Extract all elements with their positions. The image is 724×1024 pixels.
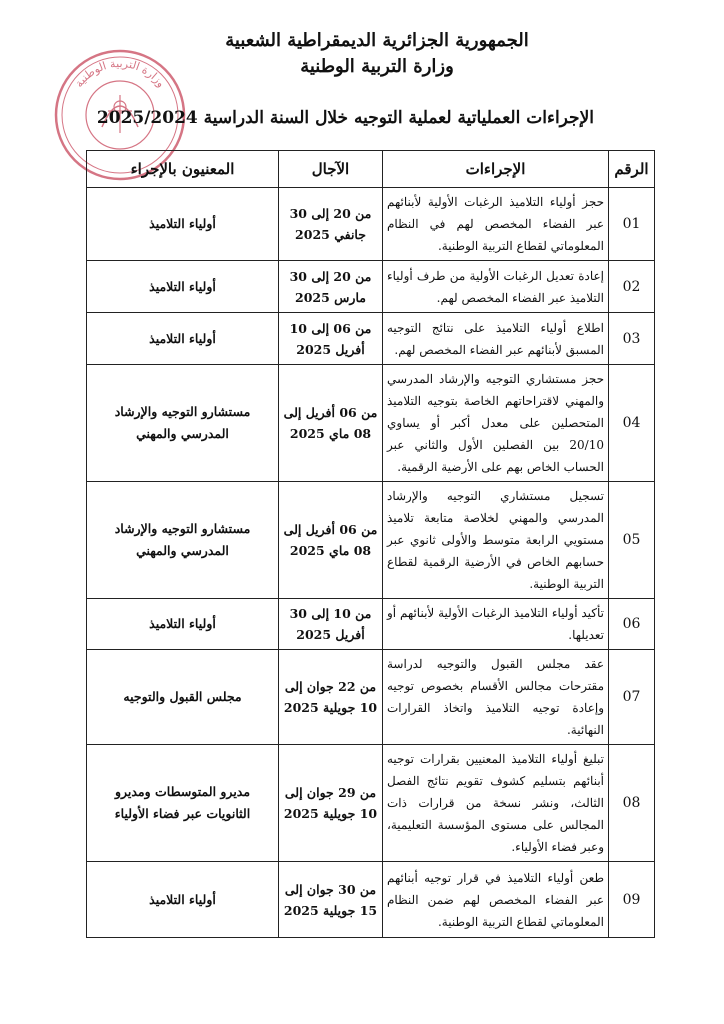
row-number: 07	[609, 650, 655, 745]
row-concerned: أولياء التلاميذ	[87, 313, 279, 365]
header-number: الرقم	[609, 151, 655, 188]
row-number: 04	[609, 365, 655, 482]
row-deadline: من 10 إلى 30 أفريل 2025	[279, 599, 383, 650]
row-procedure: حجز مستشاري التوجيه والإرشاد المدرسي والمهني لاقتراحاتهم الخاصة بتوجيه التلاميذ المتحصلين على معدل أكبر أو يساوي 20/10 بين الفصلين الأول والثاني عبر الحساب الخاص بهم على الأرضية الرقمية.	[383, 365, 609, 482]
table-row	[87, 745, 655, 862]
row-number: 06	[609, 599, 655, 650]
republic-name: الجمهورية الجزائرية الديمقراطية الشعبية	[225, 30, 529, 51]
row-procedure: تبليغ أولياء التلاميذ المعنيين بقرارات توجيه أبنائهم بتسليم كشوف تقويم نتائج الفصل الثالث، ونشر نسخة من قرارات ذات المجالس على مستوى المؤسسة التعليمية، وعبر فضاء الأولياء.	[383, 745, 609, 862]
row-number: 01	[609, 188, 655, 261]
row-concerned: مديرو المتوسطات ومديرو الثانويات عبر فضاء الأولياء	[87, 745, 279, 862]
row-deadline: من 20 إلى 30 جانفي 2025	[279, 188, 383, 261]
table-row	[87, 261, 655, 313]
row-concerned: مستشارو التوجيه والإرشاد المدرسي والمهني	[87, 482, 279, 599]
row-deadline: من 06 إلى 10 أفريل 2025	[279, 313, 383, 365]
row-procedure: طعن أولياء التلاميذ في قرار توجيه أبنائهم عبر الفضاء المخصص لهم ضمن النظام المعلوماتي لقطاع التربية الوطنية.	[383, 862, 609, 938]
row-number: 08	[609, 745, 655, 862]
row-deadline: من 06 أفريل إلى 08 ماي 2025	[279, 365, 383, 482]
row-number: 09	[609, 862, 655, 938]
row-procedure: عقد مجلس القبول والتوجيه لدراسة مقترحات مجالس الأقسام بخصوص توجيه وإعادة توجيه التلاميذ واتخاذ القرارات النهائية.	[383, 650, 609, 745]
row-deadline: من 06 أفريل إلى 08 ماي 2025	[279, 482, 383, 599]
row-number: 02	[609, 261, 655, 313]
row-concerned: أولياء التلاميذ	[87, 188, 279, 261]
row-procedure: اطلاع أولياء التلاميذ على نتائج التوجيه المسبق لأبنائهم عبر الفضاء المخصص لهم.	[383, 313, 609, 365]
table-header-row	[87, 151, 655, 188]
row-concerned: أولياء التلاميذ	[87, 599, 279, 650]
row-deadline: من 29 جوان إلى 10 جويلية 2025	[279, 745, 383, 862]
document-title: الإجراءات العملياتية لعملية التوجيه خلال السنة الدراسية 2025/2024	[96, 108, 594, 128]
row-concerned: أولياء التلاميذ	[87, 862, 279, 938]
table-row	[87, 365, 655, 482]
row-procedure: تسجيل مستشاري التوجيه والإرشاد المدرسي والمهني لخلاصة متابعة تلاميذ مستويي الرابعة متوسط والأولى ثانوي عبر حسابهم الخاص في الأرضية الرقمية لقطاع التربية الوطنية.	[383, 482, 609, 599]
row-concerned: مستشارو التوجيه والإرشاد المدرسي والمهني	[87, 365, 279, 482]
procedures-table	[86, 150, 655, 938]
table-row	[87, 313, 655, 365]
row-procedure: إعادة تعديل الرغبات الأولية من طرف أولياء التلاميذ عبر الفضاء المخصص لهم.	[383, 261, 609, 313]
header-concerned: المعنيون بالإجراء	[87, 151, 279, 188]
row-deadline: من 22 جوان إلى 10 جويلية 2025	[279, 650, 383, 745]
row-deadline: من 30 جوان إلى 15 جويلية 2025	[279, 862, 383, 938]
row-number: 05	[609, 482, 655, 599]
table-row	[87, 650, 655, 745]
table-row	[87, 188, 655, 261]
table-row	[87, 482, 655, 599]
row-concerned: أولياء التلاميذ	[87, 261, 279, 313]
stamp-text: وزارة التربية الوطنية	[72, 56, 168, 90]
row-procedure: تأكيد أولياء التلاميذ الرغبات الأولية لأبنائهم أو تعديلها.	[383, 599, 609, 650]
table-row	[87, 599, 655, 650]
table-row	[87, 862, 655, 938]
row-concerned: مجلس القبول والتوجيه	[87, 650, 279, 745]
row-number: 03	[609, 313, 655, 365]
row-procedure: حجز أولياء التلاميذ الرغبات الأولية لأبنائهم عبر الفضاء المخصص لهم في النظام المعلوماتي لقطاع التربية الوطنية.	[383, 188, 609, 261]
row-deadline: من 20 إلى 30 مارس 2025	[279, 261, 383, 313]
header-deadlines: الآجال	[279, 151, 383, 188]
header-procedures: الإجراءات	[383, 151, 609, 188]
ministry-name: وزارة التربية الوطنية	[300, 56, 454, 77]
